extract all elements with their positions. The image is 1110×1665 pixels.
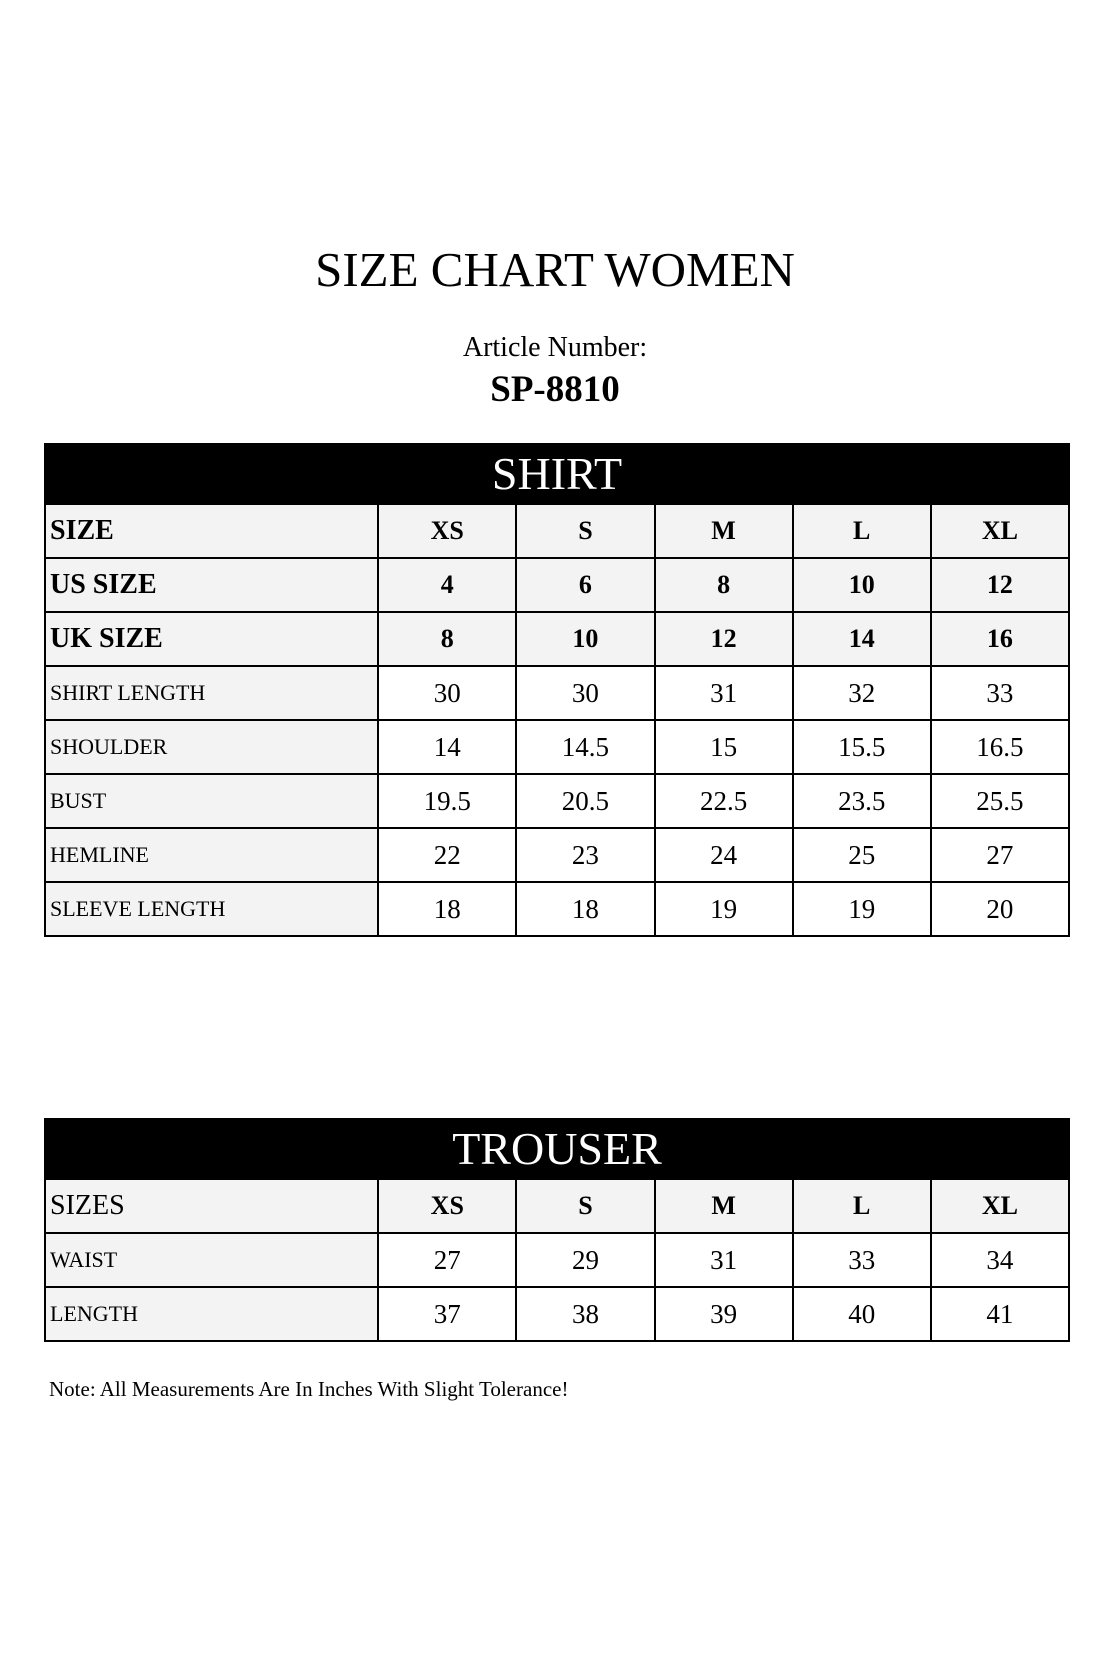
shirt-table-cell: 10 [516, 612, 654, 666]
shirt-row-label: BUST [45, 774, 378, 828]
trouser-size-header-label: SIZES [45, 1179, 378, 1233]
shirt-size-header-cell: M [655, 504, 793, 558]
shirt-row-label: SLEEVE LENGTH [45, 882, 378, 936]
shirt-table-cell: 10 [793, 558, 931, 612]
trouser-row-label: WAIST [45, 1233, 378, 1287]
shirt-table-cell: 19.5 [378, 774, 516, 828]
shirt-row-label: SHIRT LENGTH [45, 666, 378, 720]
shirt-row-label: SHOULDER [45, 720, 378, 774]
trouser-size-header-cell: XL [931, 1179, 1069, 1233]
shirt-table-cell: 33 [931, 666, 1069, 720]
shirt-table-cell: 25 [793, 828, 931, 882]
shirt-size-header-cell: XS [378, 504, 516, 558]
shirt-table-cell: 12 [655, 612, 793, 666]
article-number-label: Article Number: [462, 332, 648, 363]
shirt-table-cell: 30 [378, 666, 516, 720]
trouser-waist-row [45, 1233, 1069, 1287]
shirt-bust-row [45, 774, 1069, 828]
shirt-length-row [45, 666, 1069, 720]
shirt-us-size-row [45, 558, 1069, 612]
shirt-table-cell: 14 [378, 720, 516, 774]
shirt-table-cell: 23 [516, 828, 654, 882]
trouser-table-cell: 38 [516, 1287, 654, 1341]
shirt-table-cell: 22.5 [655, 774, 793, 828]
shirt-size-header-label: SIZE [45, 504, 378, 558]
trouser-table-cell: 39 [655, 1287, 793, 1341]
trouser-size-header-row [45, 1179, 1069, 1233]
shirt-table-cell: 16 [931, 612, 1069, 666]
shirt-row-label: US SIZE [45, 558, 378, 612]
shirt-table-cell: 14 [793, 612, 931, 666]
shirt-table-cell: 27 [931, 828, 1069, 882]
shirt-size-header-cell: XL [931, 504, 1069, 558]
shirt-row-label: HEMLINE [45, 828, 378, 882]
shirt-table-cell: 15.5 [793, 720, 931, 774]
shirt-table-cell: 24 [655, 828, 793, 882]
shirt-table-cell: 4 [378, 558, 516, 612]
trouser-size-header-cell: L [793, 1179, 931, 1233]
shirt-table-cell: 12 [931, 558, 1069, 612]
trouser-section-title: TROUSER [45, 1119, 1069, 1179]
trouser-size-header-cell: S [516, 1179, 654, 1233]
trouser-size-header-cell: M [655, 1179, 793, 1233]
trouser-table-cell: 40 [793, 1287, 931, 1341]
trouser-table-cell: 29 [516, 1233, 654, 1287]
shirt-table-cell: 14.5 [516, 720, 654, 774]
shirt-uk-size-row [45, 612, 1069, 666]
shirt-table-cell: 18 [378, 882, 516, 936]
shirt-size-header-cell: S [516, 504, 654, 558]
trouser-table-cell: 31 [655, 1233, 793, 1287]
shirt-size-header-cell: L [793, 504, 931, 558]
trouser-table-cell: 34 [931, 1233, 1069, 1287]
article-number: SP-8810 [490, 369, 620, 410]
shirt-table-cell: 23.5 [793, 774, 931, 828]
shirt-shoulder-row [45, 720, 1069, 774]
shirt-table-cell: 18 [516, 882, 654, 936]
trouser-table-cell: 37 [378, 1287, 516, 1341]
shirt-sleeve-length-row [45, 882, 1069, 936]
shirt-table-cell: 15 [655, 720, 793, 774]
shirt-table-cell: 22 [378, 828, 516, 882]
shirt-table-cell: 8 [655, 558, 793, 612]
shirt-size-header-row [45, 504, 1069, 558]
trouser-size-header-cell: XS [378, 1179, 516, 1233]
shirt-table-cell: 30 [516, 666, 654, 720]
shirt-table-cell: 32 [793, 666, 931, 720]
shirt-row-label: UK SIZE [45, 612, 378, 666]
shirt-section-title: SHIRT [45, 444, 1069, 504]
shirt-table-cell: 25.5 [931, 774, 1069, 828]
trouser-table-cell: 27 [378, 1233, 516, 1287]
trouser-row-label: LENGTH [45, 1287, 378, 1341]
shirt-hemline-row [45, 828, 1069, 882]
page-title: SIZE CHART WOMEN [315, 242, 795, 297]
shirt-table-cell: 16.5 [931, 720, 1069, 774]
trouser-table-cell: 41 [931, 1287, 1069, 1341]
shirt-table-cell: 6 [516, 558, 654, 612]
trouser-length-row [45, 1287, 1069, 1341]
shirt-table-cell: 20.5 [516, 774, 654, 828]
trouser-size-table [44, 1118, 1070, 1342]
measurement-note: Note: All Measurements Are In Inches With Slight Tolerance! [49, 1377, 569, 1401]
shirt-table-cell: 20 [931, 882, 1069, 936]
shirt-size-table [44, 443, 1070, 937]
shirt-table-cell: 19 [793, 882, 931, 936]
shirt-table-cell: 31 [655, 666, 793, 720]
trouser-table-cell: 33 [793, 1233, 931, 1287]
shirt-table-cell: 8 [378, 612, 516, 666]
shirt-table-cell: 19 [655, 882, 793, 936]
